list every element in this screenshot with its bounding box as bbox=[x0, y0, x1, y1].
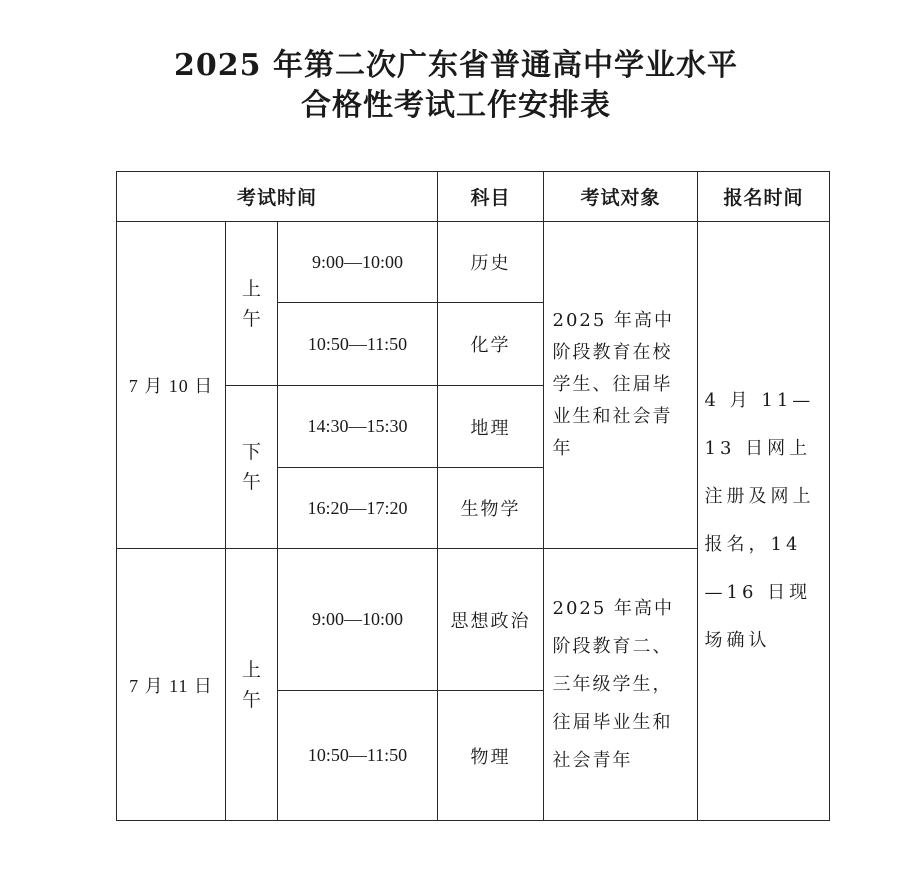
subject-cell: 地理 bbox=[438, 386, 544, 468]
time-cell: 9:00—10:00 bbox=[278, 549, 438, 691]
registration-text: 4 月 11—13 日网上注册及网上报名，14—16 日现场确认 bbox=[704, 390, 815, 651]
period-cell-day1-pm bbox=[226, 386, 278, 549]
table-row bbox=[117, 222, 830, 303]
target-cell-day1 bbox=[544, 222, 698, 549]
time-cell: 16:20—17:20 bbox=[278, 468, 438, 549]
date-cell-day1: 7 月 10 日 bbox=[117, 222, 226, 549]
period-cell-day1-am bbox=[226, 222, 278, 386]
header-exam-time: 考试时间 bbox=[117, 172, 438, 222]
page-title-line2: 合格性考试工作安排表 bbox=[301, 88, 611, 123]
time-cell: 10:50—11:50 bbox=[278, 691, 438, 821]
target-text: 2025 年高中阶段教育在校学生、往届毕业生和社会青年 bbox=[552, 310, 675, 459]
date-cell-day2: 7 月 11 日 bbox=[117, 549, 226, 821]
subject-cell: 化学 bbox=[438, 303, 544, 386]
period-label: 上午 bbox=[241, 277, 261, 330]
period-label: 上午 bbox=[241, 658, 261, 711]
header-subject: 科目 bbox=[438, 172, 544, 222]
time-cell: 10:50—11:50 bbox=[278, 303, 438, 386]
subject-cell: 历史 bbox=[438, 222, 544, 303]
header-registration-time: 报名时间 bbox=[698, 172, 830, 222]
header-exam-target: 考试对象 bbox=[544, 172, 698, 222]
period-label: 下午 bbox=[241, 441, 261, 493]
period-cell-day2-am bbox=[226, 549, 278, 821]
time-cell: 14:30—15:30 bbox=[278, 386, 438, 468]
header-row bbox=[117, 172, 830, 222]
subject-cell: 物理 bbox=[438, 691, 544, 821]
registration-cell bbox=[698, 222, 830, 821]
target-text: 2025 年高中阶段教育二、三年级学生，往届毕业生和社会青年 bbox=[552, 597, 675, 771]
subject-cell: 思想政治 bbox=[438, 549, 544, 691]
page-title-line1: 2025 年第二次广东省普通高中学业水平 bbox=[174, 48, 738, 83]
time-cell: 9:00—10:00 bbox=[278, 222, 438, 303]
target-cell-day2 bbox=[544, 549, 698, 821]
subject-cell: 生物学 bbox=[438, 468, 544, 549]
schedule-table bbox=[116, 171, 830, 821]
